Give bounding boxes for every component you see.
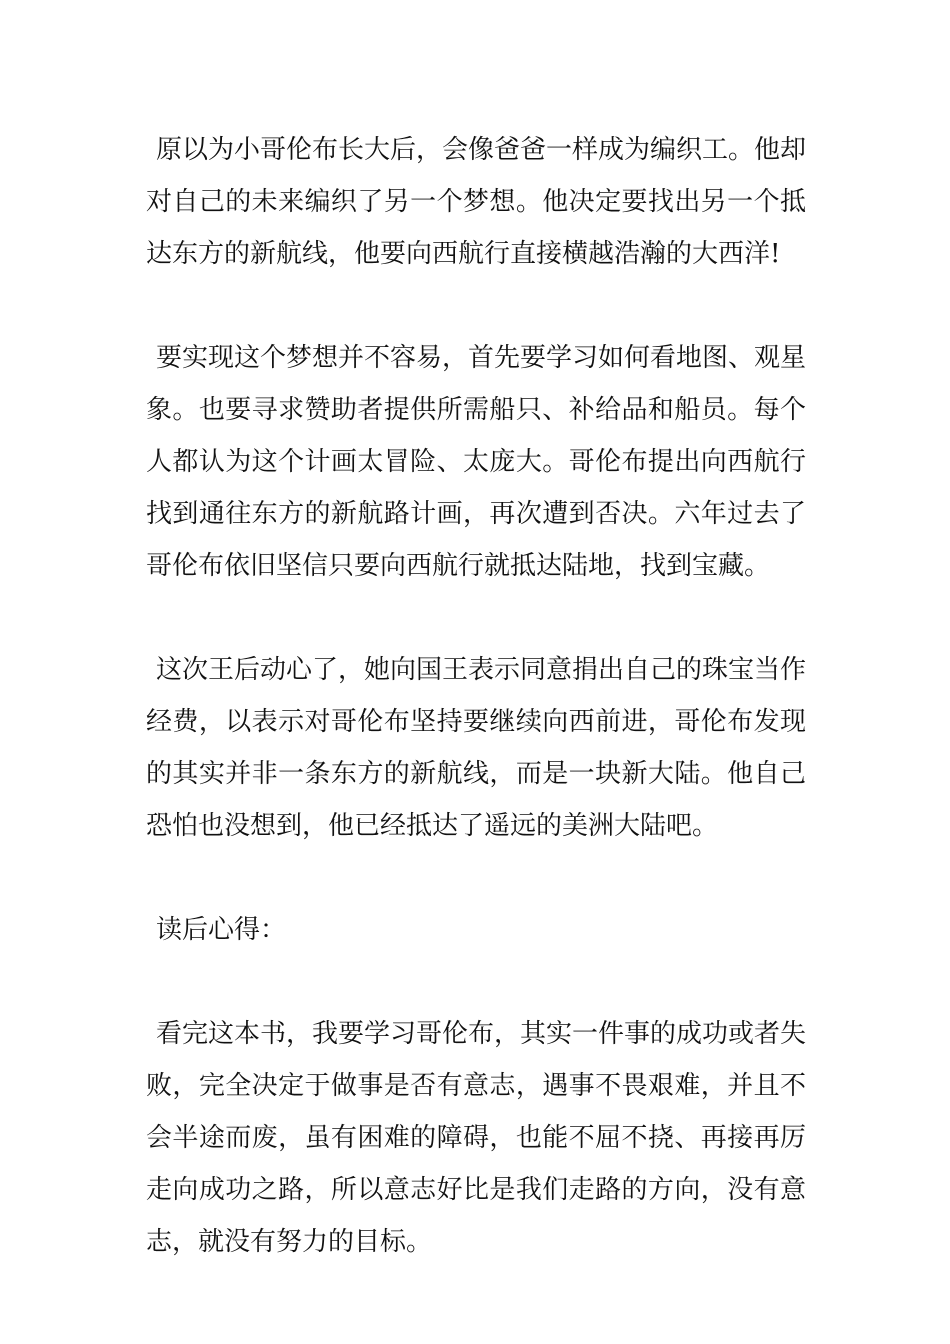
- paragraph-columbus-dream: 原以为小哥伦布长大后，会像爸爸一样成为编织工。他却对自己的未来编织了另一个梦想。他决定要找出另一个抵达东方的新航线，他要向西航行直接横越浩瀚的大西洋!: [146, 135, 807, 269]
- paragraph-queen-support: 这次王后动心了，她向国王表示同意捐出自己的珠宝当作经费，以表示对哥伦布坚持要继续向西前进，哥伦布发现的其实并非一条东方的新航线，而是一块新大陆。他自己恐怕也没想到，他已经抵达了遥远的美洲大陆吧。: [146, 655, 807, 841]
- document-body: [146, 124, 806, 1268]
- reflection-heading: 读后心得：: [156, 915, 287, 945]
- paragraph-preparation: 要实现这个梦想并不容易，首先要学习如何看地图、观星象。也要寻求赞助者提供所需船只、补给品和船员。每个人都认为这个计画太冒险、太庞大。哥伦布提出向西航行找到通往东方的新航路计画，再次遭到否决。六年过去了哥伦布依旧坚信只要向西航行就抵达陆地，找到宝藏。: [146, 343, 807, 581]
- paragraph-reflection: 看完这本书，我要学习哥伦布，其实一件事的成功或者失败，完全决定于做事是否有意志，遇事不畏艰难，并且不会半途而废，虽有困难的障碍，也能不屈不挠、再接再厉走向成功之路，所以意志好比是我们走路的方向，没有意志，就没有努力的目标。: [146, 1019, 807, 1257]
